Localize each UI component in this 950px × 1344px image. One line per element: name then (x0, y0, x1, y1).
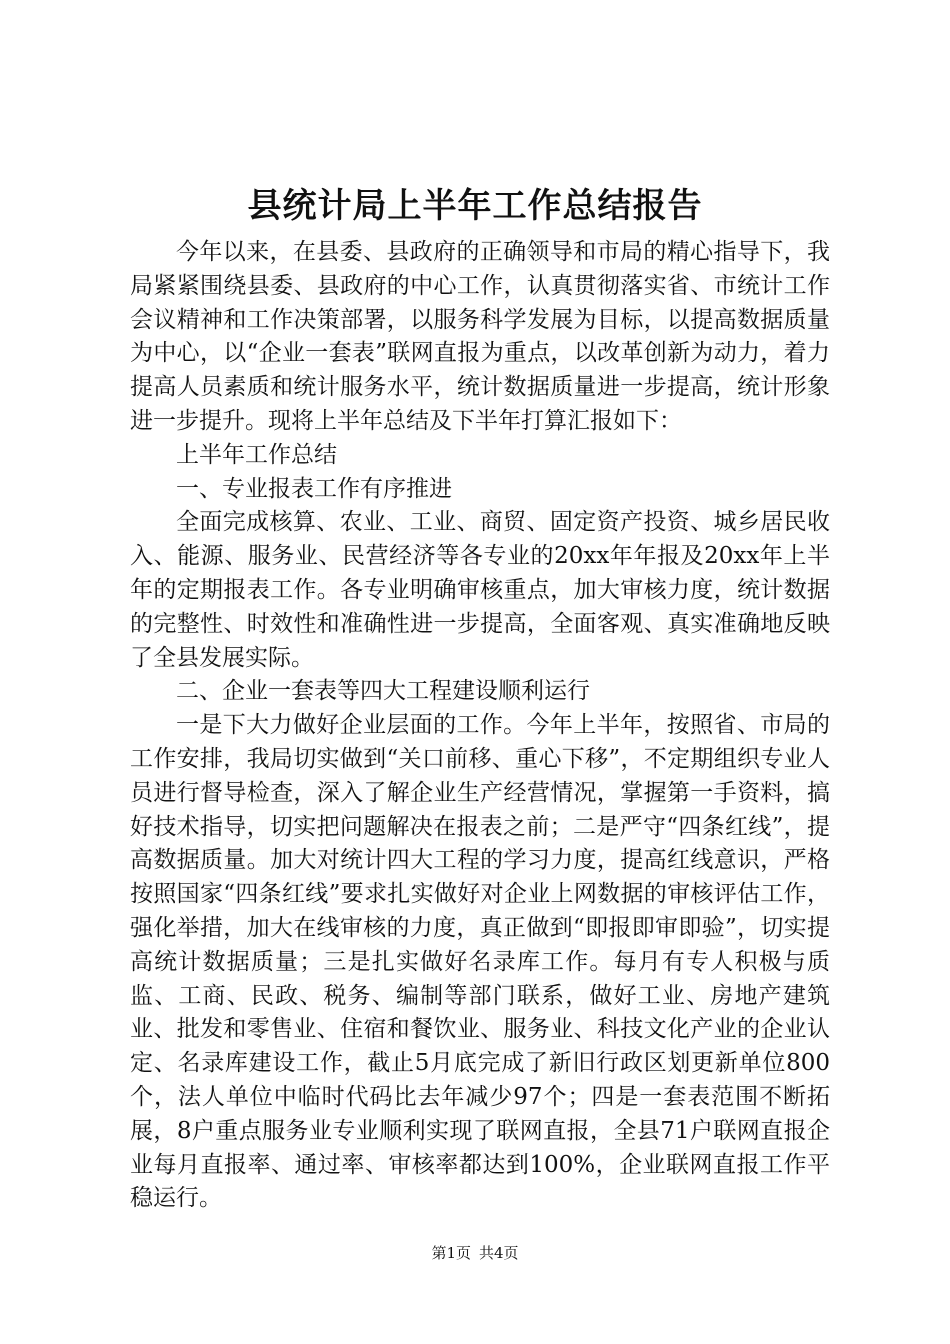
paragraph-reports: 全面完成核算、农业、工业、商贸、固定资产投资、城乡居民收入、能源、服务业、民营经济等各专业的20xx年年报及20xx年上半年的定期报表工作。各专业明确审核重点，加大审核力度，统计数据的完整性、时效性和准确性进一步提高，全面客观、真实准确地反映了全县发展实际。 (130, 509, 830, 671)
document-body (130, 236, 830, 1216)
subsection-heading-2: 二、企业一套表等四大工程建设顺利运行 (176, 678, 590, 705)
document-title: 县统计局上半年工作总结报告 (247, 186, 703, 226)
page-number: 第1页 (431, 1244, 471, 1262)
section-heading: 上半年工作总结 (176, 441, 337, 468)
page-footer (0, 1243, 950, 1263)
subsection-heading-1: 一、专业报表工作有序推进 (176, 475, 452, 502)
paragraph-projects: 一是下大力做好企业层面的工作。今年上半年，按照省、市局的工作安排，我局切实做到“关口前移、重心下移”，不定期组织专业人员进行督导检查，深入了解企业生产经营情况，掌握第一手资料，搞好技术指导，切实把问题解决在报表之前；二是严守“四条红线”，提高数据质量。加大对统计四大工程的学习力度，提高红线意识，严格按照国家“四条红线”要求扎实做好对企业上网数据的审核评估工作，强化举措，加大在线审核的力度，真正做到“即报即审即验”，切实提高统计数据质量；三是扎实做好名录库工作。每月有专人积极与质监、工商、民政、税务、编制等部门联系，做好工业、房地产建筑业、批发和零售业、住宿和餐饮业、服务业、科技文化产业的企业认定、名录库建设工作，截止5月底完成了新旧行政区划更新单位800个，法人单位中临时代码比去年减少97个；四是一套表范围不断拓展，8户重点服务业专业顺利实现了联网直报，全县71户联网直报企业每月直报率、通过率、审核率都达到100%，企业联网直报工作平稳运行。 (130, 712, 830, 1212)
page-total: 共4页 (479, 1244, 519, 1262)
paragraph-intro: 今年以来，在县委、县政府的正确领导和市局的精心指导下，我局紧紧围绕县委、县政府的中心工作，认真贯彻落实省、市统计工作会议精神和工作决策部署，以服务科学发展为目标，以提高数据质量为中心，以“企业一套表”联网直报为重点，以改革创新为动力，着力提高人员素质和统计服务水平，统计数据质量进一步提高，统计形象进一步提升。现将上半年总结及下半年打算汇报如下： (130, 239, 830, 434)
